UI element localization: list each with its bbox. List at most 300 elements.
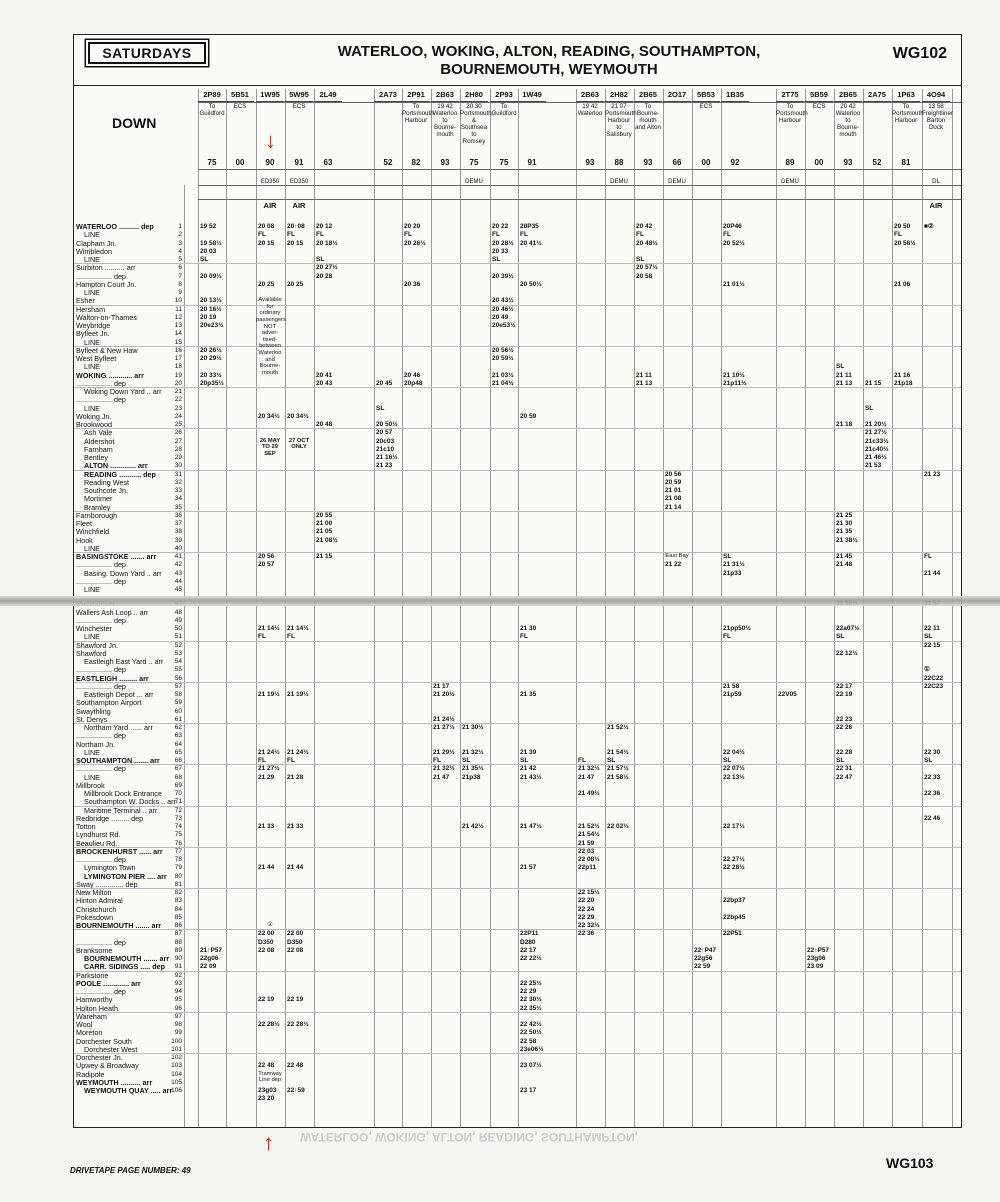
time-cell: 22 30 — [924, 748, 941, 756]
row-number: 71 — [174, 798, 182, 806]
time-cell: 20 56½ — [894, 239, 916, 247]
footer-code: WG103 — [886, 1155, 934, 1171]
time-cell: 20c03 — [376, 437, 395, 445]
time-cell: FL — [520, 633, 528, 641]
service-id: 2B63 — [431, 89, 459, 102]
station-name: Reading West — [84, 477, 130, 487]
service-stock: ED350 — [289, 179, 309, 185]
row-number: 24 — [174, 412, 182, 420]
time-cell: 21 24½ — [433, 715, 455, 723]
row-number: 42 — [174, 561, 182, 569]
station-name: Byfleet & New Haw — [76, 345, 138, 355]
service-rate: 92 — [730, 158, 740, 167]
service-rate: 89 — [785, 158, 795, 167]
date-note: 27 OCT ONLY — [288, 437, 310, 451]
time-cell: 22 48 — [287, 1062, 304, 1070]
station-name: Eastleigh East Yard .. arr — [84, 657, 164, 666]
time-cell: 20 46 — [404, 371, 421, 379]
row-number: 75 — [174, 831, 182, 839]
row-rule — [74, 888, 961, 889]
time-cell: 20 48½ — [636, 239, 658, 247]
time-cell: 21 33 — [258, 823, 275, 830]
row-number: 95 — [174, 996, 182, 1004]
service-header — [256, 89, 284, 219]
time-cell: 22 27½ — [723, 856, 745, 863]
time-cell: 21 18 — [836, 421, 853, 428]
service-rate: 93 — [843, 158, 853, 167]
time-cell: 21 08 — [665, 495, 682, 503]
time-cell: 21 15 — [316, 553, 333, 560]
time-cell: SL — [836, 633, 845, 641]
row-number: 87 — [174, 930, 182, 938]
time-cell: 20P46 — [723, 223, 742, 230]
row-number: 70 — [174, 790, 182, 797]
time-cell: 22 12½ — [836, 649, 858, 657]
time-cell: 22a07½ — [836, 625, 860, 632]
time-cell: 20 26½ — [200, 346, 222, 354]
row-rule — [74, 723, 961, 724]
service-header — [374, 89, 402, 219]
time-cell: 21 14½ — [287, 625, 309, 632]
time-cell: 21 31½ — [723, 561, 745, 569]
time-cell: 20 34½ — [287, 412, 309, 420]
service-air: AIR — [292, 201, 306, 210]
service-id: 4O94 — [922, 89, 950, 102]
time-cell: SL — [492, 256, 501, 263]
service-header — [663, 89, 691, 219]
service-id: 1P63 — [892, 89, 920, 102]
row-number: 4 — [178, 247, 182, 255]
time-cell: 19 52 — [200, 223, 217, 230]
station-name: Weybridge — [76, 321, 111, 330]
row-number: 9 — [178, 289, 182, 296]
row-number: 40 — [174, 544, 182, 552]
time-cell: 20 43 — [316, 379, 333, 387]
time-cell: 22 50½ — [520, 1029, 542, 1037]
time-cell: 21p38 — [462, 773, 481, 781]
time-cell: 21 23 — [376, 462, 393, 470]
time-cell: 20e23½ — [200, 322, 224, 329]
time-cell: 23g03 — [258, 1087, 277, 1094]
service-id: 5B51 — [226, 89, 254, 102]
time-cell: SL — [924, 633, 933, 641]
row-number: 48 — [174, 608, 182, 616]
time-cell: 21 19½ — [287, 691, 309, 698]
row-rule — [74, 806, 961, 807]
route-title: WATERLOO, WOKING, ALTON, READING, SOUTHAMPTON, BOURNEMOUTH, WEYMOUTH — [337, 43, 761, 78]
row-number: 61 — [174, 715, 182, 723]
station-name: St. Denys — [76, 714, 108, 724]
station-name: POOLE ............. arr — [76, 978, 141, 988]
station-name: Redbridge ......... dep — [76, 813, 144, 823]
row-number: 96 — [174, 1004, 182, 1012]
row-number: 16 — [174, 346, 182, 354]
station-name: Bramley — [84, 502, 111, 512]
time-cell: 21p18 — [894, 379, 913, 387]
service-stock: DEMU — [668, 179, 686, 185]
station-name: Holton Heath — [76, 1003, 118, 1013]
row-number: 55 — [174, 666, 182, 674]
time-cell: 22 31 — [836, 765, 853, 773]
service-header — [285, 89, 313, 219]
time-cell: 21 44 — [924, 569, 941, 577]
row-number: 93 — [174, 979, 182, 987]
time-cell: 20 25 — [287, 280, 304, 288]
time-cell: 21 47 — [578, 773, 595, 781]
time-cell: 21 58 — [723, 682, 740, 690]
time-cell: 21 47½ — [520, 823, 542, 830]
row-number: 79 — [174, 864, 182, 872]
time-cell: 21 44 — [258, 864, 275, 872]
row-rule — [74, 552, 961, 553]
down-arrow-marker: ↓ — [265, 128, 276, 153]
service-destination: 21 07 Portsmouth Harbour to Salisbury — [605, 103, 637, 138]
time-cell: FL — [287, 231, 295, 239]
time-cell: 20 41 — [316, 371, 333, 379]
time-cell: 23 17 — [520, 1087, 537, 1094]
station-name: Branksome — [76, 945, 113, 955]
time-cell: 22 29 — [520, 988, 537, 995]
row-number: 21 — [174, 388, 182, 395]
row-rule — [74, 764, 961, 765]
time-cell: 20P35 — [520, 223, 539, 230]
row-rule — [74, 428, 961, 429]
row-rule — [74, 1012, 961, 1013]
time-cell: 22 19 — [258, 996, 275, 1004]
station-name: Wimbledon — [76, 246, 112, 256]
time-cell: 22 28 — [836, 748, 853, 756]
service-destination: 19 42 Waterloo — [577, 103, 603, 117]
time-cell: 20 43½ — [492, 297, 514, 305]
time-cell: 20 26½ — [404, 239, 426, 247]
time-cell: FL — [492, 231, 500, 239]
time-cell: 21 32½ — [578, 765, 600, 773]
station-name: WATERLOO .......... dep — [76, 222, 154, 231]
time-cell: 21 15 — [865, 379, 882, 387]
station-name: Byfleet Jn. — [76, 329, 110, 339]
time-cell: 21 20½ — [433, 691, 455, 698]
service-header — [226, 89, 254, 219]
time-cell: 21 14½ — [258, 625, 280, 632]
station-name: Shawford — [76, 648, 107, 658]
time-cell: 20 20 — [404, 223, 421, 230]
row-number: 77 — [174, 847, 182, 855]
time-cell: 20 25 — [258, 280, 275, 288]
service-header — [892, 89, 924, 219]
time-cell: SL — [520, 757, 529, 764]
row-number: 84 — [174, 905, 182, 913]
station-name: Wallers Ash Loop .. arr — [76, 607, 149, 617]
service-rate: 75 — [207, 158, 217, 167]
service-air: AIR — [929, 201, 943, 210]
row-number: 19 — [174, 371, 182, 379]
row-number: 38 — [174, 528, 182, 536]
time-cell: 21 52½ — [578, 823, 600, 830]
row-number: 10 — [174, 297, 182, 305]
time-cell: 21 22 — [665, 561, 682, 569]
time-cell: 21 03½ — [492, 371, 514, 379]
row-rule — [74, 1053, 961, 1054]
time-cell: 22 58 — [520, 1037, 537, 1045]
time-cell: 21 58½ — [607, 773, 629, 781]
time-cell: 20 49 — [492, 313, 509, 321]
time-cell: 20 28 — [316, 272, 333, 280]
service-rate: 00 — [701, 158, 711, 167]
time-cell: 22↑59 — [287, 1087, 305, 1094]
row-number: 83 — [174, 897, 182, 905]
time-cell: 21c33½ — [865, 437, 889, 445]
station-name: LINE — [84, 632, 100, 642]
row-number: 1 — [178, 223, 182, 230]
row-number: 50 — [174, 625, 182, 632]
service-header — [314, 89, 342, 219]
row-number: 91 — [174, 963, 182, 971]
time-cell: FL — [723, 231, 731, 239]
time-cell: 20 15 — [258, 239, 275, 247]
row-number: 15 — [174, 338, 182, 346]
service-header — [198, 89, 226, 219]
time-cell: 21p11½ — [723, 379, 747, 387]
station-name: Millbrook Dock Entrance — [84, 789, 162, 798]
service-id: 2A73 — [374, 89, 402, 102]
row-rule — [74, 470, 961, 471]
station-name: .................. dep — [76, 395, 126, 405]
time-cell: 22 28½ — [723, 864, 745, 872]
station-name: Beaulieu Rd. — [76, 838, 118, 848]
station-name: Wareham — [76, 1011, 107, 1021]
time-cell: 21 38½ — [836, 536, 858, 544]
time-cell: 22 25½ — [520, 979, 542, 987]
service-header — [402, 89, 434, 219]
station-name: Fleet — [76, 519, 92, 528]
row-number: 60 — [174, 707, 182, 715]
row-number: 97 — [174, 1012, 182, 1020]
station-name: Totton — [76, 822, 96, 831]
row-number: 89 — [174, 946, 182, 954]
time-cell: 22 15 — [924, 641, 941, 649]
row-number: 68 — [174, 773, 182, 781]
time-cell: SL — [723, 757, 732, 764]
time-cell: 21 24½ — [287, 748, 309, 756]
row-number: 39 — [174, 536, 182, 544]
row-number: 37 — [174, 520, 182, 527]
row-number: 65 — [174, 748, 182, 756]
time-cell: 22 59 — [694, 963, 711, 971]
time-cell: 21 30½ — [462, 724, 484, 731]
station-name: WEYMOUTH QUAY ..... arr — [84, 1086, 173, 1095]
row-number: 32 — [174, 478, 182, 486]
time-cell: 22 26 — [836, 724, 853, 731]
service-rate: 82 — [411, 158, 421, 167]
row-number: 94 — [174, 988, 182, 995]
time-cell: 21 00 — [316, 520, 333, 527]
time-cell: 20 48 — [316, 421, 333, 428]
station-name: WEYMOUTH .......... arr — [76, 1077, 153, 1087]
station-name: LINE — [84, 403, 100, 413]
time-cell: 20 09½ — [200, 272, 222, 280]
time-cell: SL — [836, 363, 845, 371]
row-number: 98 — [174, 1021, 182, 1028]
row-number: 44 — [174, 577, 182, 585]
time-cell: 22 36 — [924, 790, 941, 797]
station-name: LINE — [84, 288, 100, 297]
service-id: 2H80 — [460, 89, 488, 102]
station-name: LINE — [84, 230, 100, 240]
time-cell: 21 05 — [316, 528, 333, 536]
time-cell: 21 47 — [433, 773, 450, 781]
service-header — [834, 89, 862, 219]
station-name: Winchester — [76, 624, 112, 633]
service-id: 5B59 — [805, 89, 833, 102]
time-cell: FL — [578, 757, 586, 764]
service-header — [863, 89, 891, 219]
station-name: Farnham — [84, 444, 113, 454]
time-cell: SL — [636, 256, 645, 263]
time-cell: 21 01½ — [723, 280, 745, 288]
service-id: 2B65 — [634, 89, 662, 102]
service-destination: ECS — [233, 103, 247, 110]
row-number: 6 — [178, 264, 182, 272]
time-cell: 20 56 — [258, 553, 275, 560]
station-name: BROCKENHURST ...... arr — [76, 846, 163, 856]
time-cell: SL — [723, 553, 732, 560]
row-number: 99 — [174, 1029, 182, 1037]
time-cell: 22 23 — [836, 715, 853, 723]
row-number: 25 — [174, 421, 182, 428]
row-number: 76 — [174, 839, 182, 847]
time-cell: 22 48 — [258, 1062, 275, 1070]
time-cell: 22 46 — [924, 814, 941, 822]
service-rate: 91 — [294, 158, 304, 167]
service-id: 5W95 — [285, 89, 313, 102]
row-number: 49 — [174, 616, 182, 624]
row-number: 8 — [178, 280, 182, 288]
time-cell: 21 19½ — [258, 691, 280, 698]
service-destination: 20 30 Portsmouth & Southsea to Romsey — [460, 103, 492, 145]
time-cell: SL — [607, 757, 616, 764]
service-id: 2L49 — [314, 89, 342, 102]
time-cell: FL — [723, 633, 731, 641]
row-number: 45 — [174, 586, 182, 593]
time-cell: 21 08½ — [316, 536, 338, 544]
service-stock: DEMU — [465, 179, 483, 185]
station-name: Lyndhurst Rd. — [76, 830, 121, 840]
time-cell: 23e06½ — [520, 1045, 544, 1053]
time-cell: 21 44 — [287, 864, 304, 872]
time-cell: FL — [636, 231, 644, 239]
time-cell: 21 39 — [520, 748, 537, 756]
row-number: 72 — [174, 806, 182, 814]
station-name: Hook — [76, 535, 93, 545]
time-cell: 21 25 — [836, 511, 853, 519]
service-id: 1W95 — [256, 89, 284, 102]
time-cell: FL — [404, 231, 412, 239]
service-rate: 66 — [672, 158, 682, 167]
row-number: 85 — [174, 913, 182, 921]
station-name: BOURNEMOUTH ....... arr — [76, 921, 162, 930]
station-name: Radipole — [76, 1069, 105, 1079]
time-cell: 20 45 — [376, 379, 393, 387]
time-cell: FL — [894, 231, 902, 239]
time-cell: 21 17 — [433, 682, 450, 690]
station-name: Basing. Down Yard .. arr — [84, 568, 162, 578]
row-number: 51 — [174, 633, 182, 641]
station-name: Mortimer — [84, 494, 113, 504]
east-bay-note: East Bay — [665, 553, 689, 559]
service-rate: 00 — [235, 158, 245, 167]
service-id: 2O17 — [663, 89, 691, 102]
time-cell: 21p33 — [723, 569, 742, 577]
station-name: .................. dep — [76, 855, 126, 864]
station-name: Ash Vale — [84, 428, 113, 438]
time-cell: SL — [836, 757, 845, 764]
station-name: Pokesdown — [76, 912, 114, 922]
time-cell: FL — [924, 553, 932, 560]
row-number: 12 — [174, 313, 182, 321]
time-cell: 20 13½ — [200, 297, 222, 305]
time-cell: FL — [258, 231, 266, 239]
row-number: 73 — [174, 814, 182, 822]
row-number: 66 — [174, 757, 182, 764]
station-name: SOUTHAMPTON ....... arr — [76, 756, 160, 765]
time-cell: 20p35½ — [200, 379, 224, 387]
service-id: 2B63 — [576, 89, 604, 102]
time-cell: 22 08 — [258, 946, 275, 954]
station-name: Bentley — [84, 453, 108, 462]
time-cell: ① — [924, 666, 930, 674]
station-name: Swaythling — [76, 706, 111, 716]
station-name: BOURNEMOUTH ....... arr — [84, 954, 170, 963]
row-number: 92 — [174, 971, 182, 979]
time-cell: 21 01 — [665, 487, 682, 494]
row-number: 35 — [174, 503, 182, 511]
service-rate: 91 — [527, 158, 537, 167]
time-cell: 20 03 — [200, 247, 217, 255]
station-name: LINE — [84, 747, 100, 757]
row-number: 36 — [174, 511, 182, 519]
station-name: Walton-on-Thames — [76, 312, 137, 322]
row-number: 18 — [174, 363, 182, 371]
row-number: 31 — [174, 470, 182, 478]
time-cell: 20 16½ — [200, 305, 222, 313]
service-id: 2P93 — [490, 89, 518, 102]
service-destination: To Guildford — [199, 103, 225, 117]
row-number: 74 — [174, 823, 182, 830]
service-id: 2T75 — [776, 89, 804, 102]
row-number: 27 — [174, 437, 182, 445]
station-name: Shawford Jn. — [76, 640, 118, 650]
station-name: Southcote Jn. — [84, 486, 128, 495]
station-name: .................. dep — [76, 764, 126, 774]
service-air: AIR — [263, 201, 277, 210]
time-cell: 22 36 — [578, 930, 595, 938]
row-number: 17 — [174, 355, 182, 362]
row-number: 80 — [174, 872, 182, 880]
row-number: 78 — [174, 856, 182, 863]
station-name: Parkstone — [76, 970, 109, 980]
service-id: 1W49 — [518, 89, 546, 102]
time-cell: 21 32½ — [433, 765, 455, 773]
time-cell: 22 22½ — [520, 955, 542, 962]
time-cell: 21 29 — [258, 773, 275, 781]
time-cell: 21 30 — [836, 520, 853, 527]
station-name: Northam Jn. — [76, 739, 116, 749]
service-rate: 93 — [643, 158, 653, 167]
station-name: EASTLEIGH ......... arr — [76, 673, 149, 683]
time-cell: 20 36 — [404, 280, 421, 288]
time-cell: 23g06 — [807, 955, 826, 962]
station-name: Clapham Jn. — [76, 238, 117, 248]
